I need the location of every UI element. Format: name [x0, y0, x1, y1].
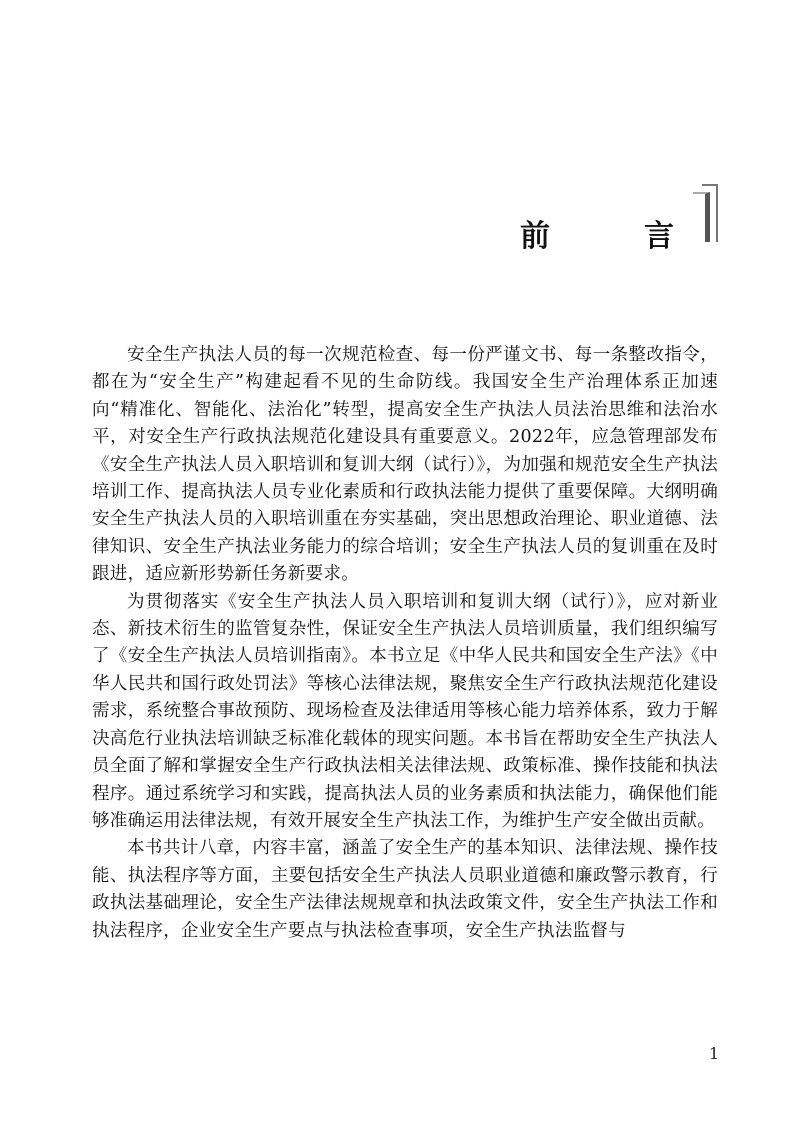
- paragraph-3: 本书共计八章，内容丰富，涵盖了安全生产的基本知识、法律法规、操作技能、执法程序等方面，主要包括安全生产执法人员职业道德和廉政警示教育，行政执法基础理论，安全生产法律法规规章和执法政策文件，安全生产执法工作和执法程序，企业安全生产要点与执法检查事项，安全生产执法监督与: [92, 838, 718, 941]
- title-char-1: 前: [520, 219, 550, 254]
- preface-heading: [0, 205, 800, 265]
- page-number: 1: [709, 1044, 720, 1063]
- paragraph-2: 为贯彻落实《安全生产执法人员入职培训和复训大纲（试行）》，应对新业态、新技术衍生的监管复杂性，保证安全生产执法人员培训质量，我们组织编写了《安全生产执法人员培训指南》。本书立足《中华人民共和国安全生产法》《中华人民共和国行政处罚法》等核心法律法规，聚焦安全生产行政执法规范化建设需求，系统整合事故预防、现场检查及法律适用等核心能力培养体系，致力于解决高危行业执法培训缺乏标准化载体的现实问题。本书旨在帮助安全生产执法人员全面了解和掌握安全生产行政执法相关法律法规、政策标准、操作技能和执法程序。通过系统学习和实践，提高执法人员的业务素质和执法能力，确保他们能够准确运用法律法规，有效开展安全生产执法工作，为维护生产安全做出贡献。: [92, 591, 718, 831]
- title-char-2: 言: [644, 219, 674, 254]
- page-title: [520, 211, 674, 255]
- body-text: [92, 342, 718, 945]
- paragraph-1: 安全生产执法人员的每一次规范检查、每一份严谨文书、每一条整改指令，都在为“安全生产”构建起看不见的生命防线。我国安全生产治理体系正加速向“精准化、智能化、法治化”转型，提高安全生产执法人员法治思维和法治水平，对安全生产行政执法规范化建设具有重要意义。2022年，应急管理部发布《安全生产执法人员入职培训和复训大纲（试行）》，为加强和规范安全生产执法培训工作、提高执法人员专业化素质和行政执法能力提供了重要保障。大纲明确安全生产执法人员的入职培训重在夯实基础，突出思想政治理论、职业道德、法律知识、安全生产执法业务能力的综合培训；安全生产执法人员的复训重在及时跟进，适应新形势新任务新要求。: [92, 345, 718, 585]
